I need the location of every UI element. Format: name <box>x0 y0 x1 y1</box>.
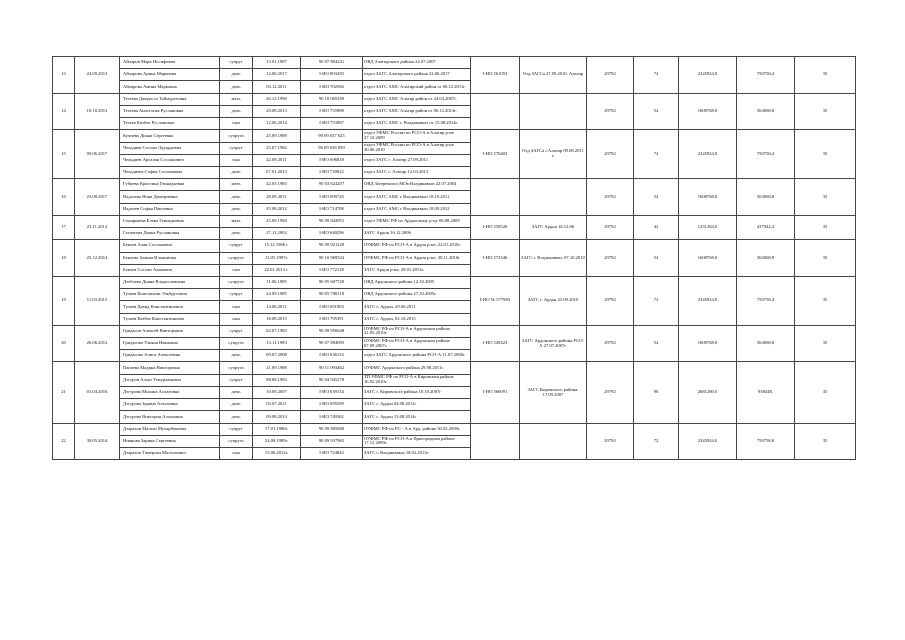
percent-cell: 35 <box>795 215 856 239</box>
percent-cell: 35 <box>795 276 856 325</box>
member-issuer-cell: ОВД Затеречного МОв Владикавказ 22.07.2004 <box>363 179 471 191</box>
total-sum-cell: 2345924,0 <box>679 423 737 460</box>
member-role-cell: мать <box>220 179 253 191</box>
member-issuer-cell: ТП УФМС РФ по РСО-А в Кировском районе 16.02.2010г. <box>363 374 471 386</box>
area-cell: 72 <box>634 276 679 325</box>
member-role-cell: мать <box>220 93 253 105</box>
marriage-certificate-cell: I-ИО 561053 <box>471 57 520 94</box>
marriage-registry-cell: ЗАГС г. Ардон 23.09.2010 <box>520 276 587 325</box>
table-row <box>53 130 856 142</box>
registration-date-cell: 10.10.2013 <box>75 93 120 130</box>
member-issuer-cell: ЗАГС г. Ардон, 02.10.2015 <box>363 313 471 325</box>
member-role-cell: супруг <box>220 325 253 337</box>
percent-cell: 35 <box>795 130 856 179</box>
percent-cell: 35 <box>795 423 856 460</box>
total-sum-cell: 1608768,0 <box>679 93 737 130</box>
member-name-cell: Тулаев Казбек Константинович <box>120 313 220 325</box>
subsidy-cell: 563068,8 <box>737 93 795 130</box>
member-name-cell: Дзгурова Зарина Алхазовна <box>120 399 220 411</box>
member-role-cell: супруг <box>220 289 253 301</box>
member-birthdate-cell: 12.06.2017 <box>253 69 301 81</box>
table-row <box>53 179 856 191</box>
member-birthdate-cell: 25.08.2012 <box>253 203 301 215</box>
member-name-cell: Айларова Амина Марковна <box>120 81 220 93</box>
member-document-cell: 90 09 037 625 <box>301 130 363 142</box>
member-name-cell: Гридасова Ульяна Ивановна <box>120 338 220 350</box>
member-birthdate-cell: 27.11.2002 <box>253 228 301 240</box>
total-sum-cell: 2681280,0 <box>679 362 737 423</box>
member-issuer-cell: отдел УФМС РФ по Ардонскому р-ну 06.08.2009 <box>363 215 471 227</box>
table-row <box>53 93 856 105</box>
member-birthdate-cell: 22.01.2013 г. <box>253 264 301 276</box>
member-issuer-cell: отдел ЗАГС АМС г Владикавказ 18.09.2012 <box>363 203 471 215</box>
marriage-certificate-cell <box>471 423 520 460</box>
member-document-cell: I-ИО 639134 <box>301 386 363 398</box>
member-document-cell: I-ИО 720822 <box>301 166 363 178</box>
member-role-cell: сын <box>220 448 253 460</box>
marriage-registry-cell: Отд.ЗАГСа г.Алагир 09.08.2011 г. <box>520 130 587 179</box>
member-role-cell: супруга <box>220 362 253 374</box>
member-role-cell: сын <box>220 313 253 325</box>
member-name-cell: Ниянова Зарина Сергеевна <box>120 435 220 447</box>
registration-date-cell: 23.11.2012 <box>75 215 120 239</box>
record-number-cell: 13 <box>53 57 75 94</box>
member-name-cell: Губиева Кристина Геннадьевна <box>120 179 220 191</box>
member-name-cell: Тегаева Анастасия Руслановна <box>120 105 220 117</box>
member-issuer-cell: ОУФМС Ардонского района 29.08.2011г. <box>363 362 471 374</box>
member-role-cell: супруг <box>220 142 253 154</box>
table-row <box>53 215 856 227</box>
member-role-cell: мать <box>220 215 253 227</box>
member-birthdate-cell: 20.08.2013 <box>253 105 301 117</box>
table-row <box>53 240 856 252</box>
member-document-cell: I-ИО 749362 <box>301 411 363 423</box>
member-name-cell: Тулаев Константин Эльбрусович <box>120 289 220 301</box>
subsidy-cell: 437942,4 <box>737 215 795 239</box>
total-sum-cell: 1608768,0 <box>679 240 737 277</box>
marriage-registry-cell: ЗАГС Кировского района, 17.09.2007 <box>520 362 587 423</box>
member-document-cell: 90 09 885680 <box>301 423 363 435</box>
member-role-cell: дочь <box>220 81 253 93</box>
marriage-certificate-cell: I-ИО 549423 <box>471 325 520 362</box>
norm-cost-cell: 29792 <box>587 57 634 94</box>
member-birthdate-cell: 15.06.2012г. <box>253 448 301 460</box>
subsidy-cell: 938448, <box>737 362 795 423</box>
member-document-cell: 90 05 607720 <box>301 276 363 288</box>
member-document-cell: I-ИО 640296 <box>301 228 363 240</box>
registration-date-cell: 11.03.2015 <box>75 276 120 325</box>
member-issuer-cell: отдел ЗАГС Ардонского района РСО-А 11.07.2008г. <box>363 350 471 362</box>
member-document-cell: I-ИО 702566 <box>301 81 363 93</box>
norm-cost-cell: 29792 <box>587 423 634 460</box>
table-row <box>53 362 856 374</box>
member-document-cell: 90 07 804241 <box>301 57 363 69</box>
marriage-certificate-cell: I-ИО № 577983 <box>471 276 520 325</box>
member-issuer-cell: ЗАГС Ардон 16.12.2006 <box>363 228 471 240</box>
member-role-cell: супруга <box>220 130 253 142</box>
member-birthdate-cell: 21.09.1988 <box>253 362 301 374</box>
member-issuer-cell: отдел ЗАГС АМС Алагир район от 06.12.2013г. <box>363 105 471 117</box>
percent-cell: 35 <box>795 179 856 216</box>
member-birthdate-cell: 11.06.1985 <box>253 276 301 288</box>
norm-cost-cell: 29792 <box>587 130 634 179</box>
record-number-cell: 19 <box>53 276 75 325</box>
record-number-cell: 14 <box>53 93 75 130</box>
member-issuer-cell: ОУФМС РФ по РСО-А в Ардонском районе 07.09.2007г. <box>363 338 471 350</box>
area-cell: 54 <box>634 179 679 216</box>
subsidy-cell: 563068,8 <box>737 179 795 216</box>
norm-cost-cell: 29792 <box>587 362 634 423</box>
member-name-cell: Кучиева Диана Сергеевна <box>120 130 220 142</box>
member-role-cell: супруга <box>220 276 253 288</box>
member-document-cell: 90 09 842851 <box>301 215 363 227</box>
member-role-cell: сын <box>220 264 253 276</box>
member-birthdate-cell: 13.11.1983 <box>253 338 301 350</box>
record-number-cell: 21 <box>53 362 75 423</box>
member-role-cell: дочь <box>220 386 253 398</box>
member-name-cell: Сихаркаева Елена Геннадьевна <box>120 215 220 227</box>
member-document-cell: I-ИО 691903 <box>301 301 363 313</box>
member-birthdate-cell: 08.08.1983 <box>253 374 301 386</box>
member-role-cell: сын <box>220 118 253 130</box>
member-role-cell: супруг <box>220 240 253 252</box>
percent-cell: 35 <box>795 240 856 277</box>
member-document-cell: 90 09 937965 <box>301 435 363 447</box>
member-birthdate-cell: 10.09.2007 <box>253 386 301 398</box>
member-document-cell: I-ИО 772128 <box>301 264 363 276</box>
member-document-cell: I-ИО 753967 <box>301 118 363 130</box>
percent-cell: 35 <box>795 362 856 423</box>
member-name-cell: Чельдиева София Сослановна <box>120 166 220 178</box>
marriage-certificate-cell <box>471 93 520 130</box>
member-issuer-cell: отдел ЗАГС г. Алагир 12.03.2013 <box>363 166 471 178</box>
marriage-registry-cell <box>520 179 587 216</box>
member-document-cell: 90 09 921220 <box>301 240 363 252</box>
member-role-cell: дочь <box>220 105 253 117</box>
member-document-cell: I-ИО 755988 <box>301 105 363 117</box>
member-birthdate-cell: 28.09.2011 <box>253 191 301 203</box>
table-row <box>53 325 856 337</box>
table-row <box>53 423 856 435</box>
marriage-certificate-cell: I-ИО 572346 <box>471 240 520 277</box>
member-document-cell: I-ИО 695599 <box>301 399 363 411</box>
norm-cost-cell: 29792 <box>587 240 634 277</box>
member-document-cell: I-ИО 699720 <box>301 191 363 203</box>
area-cell: 72 <box>634 130 679 179</box>
member-issuer-cell: отдел ЗАГС Алагирского района 22.06.2017 <box>363 69 471 81</box>
beneficiary-table <box>52 56 856 460</box>
record-number-cell: 20 <box>53 325 75 362</box>
registration-date-cell: 26.06.2012 <box>75 325 120 362</box>
total-sum-cell: 2345924,0 <box>679 130 737 179</box>
record-number-cell: 22 <box>53 423 75 460</box>
member-role-cell: дочь <box>220 411 253 423</box>
member-issuer-cell: ЗАГС г. Владикавказ 18.02.2013г. <box>363 448 471 460</box>
member-name-cell: Дзебоева Диана Владиславовна <box>120 276 220 288</box>
member-document-cell: I-ИО 795391 <box>301 313 363 325</box>
member-document-cell: I-ИО 724843 <box>301 448 363 460</box>
member-issuer-cell: ЗАГС г. Ардон 04.08.2011г <box>363 399 471 411</box>
marriage-certificate-cell: I-ИО 576402 <box>471 130 520 179</box>
member-document-cell: 90 05 708118 <box>301 289 363 301</box>
member-role-cell: дочь <box>220 69 253 81</box>
member-issuer-cell: ЗАГС г. Ардон, 29.06.2011 <box>363 301 471 313</box>
member-birthdate-cell: 22.09.2011 <box>253 154 301 166</box>
member-birthdate-cell: 14.06.2011 <box>253 301 301 313</box>
member-issuer-cell: отдел ЗАГС АМС г Владикавказ 18.10.2011 <box>363 191 471 203</box>
member-document-cell: I-ИО 636133 <box>301 350 363 362</box>
member-birthdate-cell: 03.12.2011 <box>253 81 301 93</box>
member-name-cell: Айларова Арина Марковна <box>120 69 220 81</box>
member-birthdate-cell: 07.01.2013 <box>253 166 301 178</box>
subsidy-cell: 750758,4 <box>737 57 795 94</box>
member-name-cell: Дзарахов Малхаз Мухарбекович <box>120 423 220 435</box>
subsidy-cell: 750758,4 <box>737 276 795 325</box>
table-row <box>53 276 856 288</box>
member-issuer-cell: ЗАГС Ардон р-на, 29.01.2013г. <box>363 264 471 276</box>
member-issuer-cell: ОВД Ардонского района 27.10.2005г. <box>363 289 471 301</box>
member-name-cell: Дзарахов Тамерлан Малхазович <box>120 448 220 460</box>
member-role-cell: дочь <box>220 203 253 215</box>
member-birthdate-cell: 24.08.1989г. <box>253 435 301 447</box>
member-birthdate-cell: 25.09.1984 <box>253 215 301 227</box>
member-document-cell: 90 11 093462 <box>301 362 363 374</box>
member-birthdate-cell: 22.05.1983 <box>253 179 301 191</box>
member-issuer-cell: ОВД Алагирского района 24.07.2007 <box>363 57 471 69</box>
member-issuer-cell: ОУФМС РФ по РСО-А в Ардонском районе 21.05.2010г. <box>363 325 471 337</box>
member-role-cell: супруг <box>220 423 253 435</box>
member-document-cell: I-ИО 714708 <box>301 203 363 215</box>
registration-date-cell: 23.08.2017 <box>75 179 120 216</box>
subsidy-cell: 750758,4 <box>737 130 795 179</box>
total-sum-cell: 1608768,0 <box>679 325 737 362</box>
norm-cost-cell: 29792 <box>587 93 634 130</box>
percent-cell: 35 <box>795 93 856 130</box>
member-role-cell: супруг <box>220 57 253 69</box>
member-role-cell: супруг <box>220 374 253 386</box>
member-name-cell: Гагиатова Диана Руслановна <box>120 228 220 240</box>
member-name-cell: Бекоева Залина Ильинична <box>120 252 220 264</box>
total-sum-cell: 1608768,0 <box>679 179 737 216</box>
member-name-cell: Дзгуров Алхаз Темурланович <box>120 374 220 386</box>
member-birthdate-cell: 24.09.1985 <box>253 289 301 301</box>
marriage-registry-cell <box>520 423 587 460</box>
member-document-cell: 90 04 945278 <box>301 374 363 386</box>
total-sum-cell: 2345924,0 <box>679 276 737 325</box>
registration-date-cell: 09.06.2017 <box>75 130 120 179</box>
member-role-cell: дочь <box>220 228 253 240</box>
member-birthdate-cell: 03.07.2011 <box>253 399 301 411</box>
member-name-cell: Тулаев Давид Константинович <box>120 301 220 313</box>
member-name-cell: Тегаева Джерасса Таймуразовна <box>120 93 220 105</box>
member-name-cell: Дзгурова Виктория Алхазовна <box>120 411 220 423</box>
marriage-registry-cell: ЗАГС Ардонского района РСО-А 27.07.2007г. <box>520 325 587 362</box>
registration-date-cell: 25.12.2014 <box>75 240 120 277</box>
member-role-cell: супруга <box>220 338 253 350</box>
table-row <box>53 57 856 69</box>
registration-date-cell: 24.09.2013 <box>75 57 120 94</box>
member-role-cell: дочь <box>220 399 253 411</box>
member-birthdate-cell: 02.07.1983 <box>253 325 301 337</box>
member-document-cell: 90 07 884095 <box>301 338 363 350</box>
member-role-cell: супруга <box>220 435 253 447</box>
total-sum-cell: 2345924,0 <box>679 57 737 94</box>
marriage-certificate-cell: I-ИО 558526 <box>471 215 520 239</box>
member-issuer-cell: ОУФМС РФ по РСО-А в Ардон р-не, 22.01.2010г <box>363 240 471 252</box>
member-birthdate-cell: 12.06.2014 <box>253 118 301 130</box>
member-issuer-cell: ОУФМС РФ по РСО-А в Пригородном районе 17.12.2009г. <box>363 435 471 447</box>
member-role-cell: сын <box>220 301 253 313</box>
marriage-certificate-cell <box>471 179 520 216</box>
member-name-cell: Чельдиев Арсалан Сосланович <box>120 154 220 166</box>
member-issuer-cell: отдел УФМС России по РСО-А в Алагир р-не 27.10.2009 <box>363 130 471 142</box>
norm-cost-cell: 29792 <box>587 276 634 325</box>
member-name-cell: Гридасова Алиса Алексеевна <box>120 350 220 362</box>
member-issuer-cell: отдел ЗАГС г. Алагир 27.09.2011 <box>363 154 471 166</box>
norm-cost-cell: 29792 <box>587 325 634 362</box>
member-document-cell: 90 09 038 859 <box>301 142 363 154</box>
member-birthdate-cell: 25.09.1989 <box>253 130 301 142</box>
area-cell: 54 <box>634 93 679 130</box>
marriage-registry-cell: ЗАГС г. Владикавказ, 07.10.2010 <box>520 240 587 277</box>
area-cell: 72 <box>634 423 679 460</box>
member-issuer-cell: ЗАГС г. Ардон 13.08.2014г <box>363 411 471 423</box>
member-birthdate-cell: 15.12.1986 г. <box>253 240 301 252</box>
member-document-cell: 90 10 069169 <box>301 93 363 105</box>
record-number-cell: 15 <box>53 130 75 179</box>
member-role-cell: дочь <box>220 191 253 203</box>
member-name-cell: Гридасов Алексей Викторович <box>120 325 220 337</box>
member-name-cell: Дзгурова Милана Алхазовна <box>120 386 220 398</box>
member-birthdate-cell: 09.08.2014 <box>253 411 301 423</box>
marriage-certificate-cell: I-ИО 566091 <box>471 362 520 423</box>
member-issuer-cell: ОУФМС РФ по РС - А в Ард. районе 30.02.2009г. <box>363 423 471 435</box>
member-issuer-cell: ОВД Ардонского района 12.10.2005 <box>363 276 471 288</box>
member-name-cell: Бекоев Алан Сосланович <box>120 240 220 252</box>
total-sum-cell: 1251264,0 <box>679 215 737 239</box>
area-cell: 54 <box>634 325 679 362</box>
member-name-cell: Айларов Марк Иосифович <box>120 57 220 69</box>
member-role-cell: дочь <box>220 350 253 362</box>
member-name-cell: Бекоев Сослан Аланович <box>120 264 220 276</box>
member-birthdate-cell: 13.01.1987 <box>253 57 301 69</box>
member-document-cell: I-ИО 696818 <box>301 154 363 166</box>
member-issuer-cell: отдел УФМС России по РСО-А в Алагир р-не 30.06.2010 <box>363 142 471 154</box>
member-issuer-cell: отдел ЗАГС АМС г. Владикавказ от 15.08.2014г. <box>363 118 471 130</box>
member-issuer-cell: отдел ЗАГС АМС Алагир район от 24.04.2007г. <box>363 93 471 105</box>
member-name-cell: Чельдиев Сослан Эдуардович <box>120 142 220 154</box>
marriage-registry-cell <box>520 93 587 130</box>
member-birthdate-cell: 11.05.1987г. <box>253 252 301 264</box>
member-name-cell: Тегаев Казбек Русланович <box>120 118 220 130</box>
registration-date-cell: 01.04.2016 <box>75 362 120 423</box>
member-birthdate-cell: 09.07.2008 <box>253 350 301 362</box>
marriage-registry-cell: ЗАГС Ардон 16.12.06 <box>520 215 587 239</box>
area-cell: 54 <box>634 240 679 277</box>
subsidy-cell: 563068,8 <box>737 325 795 362</box>
member-birthdate-cell: 26.12.1990 <box>253 93 301 105</box>
record-number-cell: 18 <box>53 240 75 277</box>
record-number-cell: 16 <box>53 179 75 216</box>
member-name-cell: Папаева Мадина Викторовна <box>120 362 220 374</box>
norm-cost-cell: 29792 <box>587 215 634 239</box>
member-issuer-cell: ОУФМС РФ по РСО-А в Ардон р-не, 30.11.2010г <box>363 252 471 264</box>
member-issuer-cell: отдел ЗАГС АМС Алагирский район от 06.12.2011г. <box>363 81 471 93</box>
member-document-cell: 90 10 969524 <box>301 252 363 264</box>
record-number-cell: 17 <box>53 215 75 239</box>
area-cell: 90 <box>634 362 679 423</box>
member-role-cell: супруга <box>220 252 253 264</box>
percent-cell: 35 <box>795 57 856 94</box>
area-cell: 42 <box>634 215 679 239</box>
registration-date-cell: 30.05.2014 <box>75 423 120 460</box>
subsidy-cell: 750758,8 <box>737 423 795 460</box>
member-birthdate-cell: 18.08.2015 <box>253 313 301 325</box>
subsidy-cell: 563068,8 <box>737 240 795 277</box>
member-name-cell: Иадзоев Софья Павловна <box>120 203 220 215</box>
member-document-cell: I-ИО 803450 <box>301 69 363 81</box>
member-birthdate-cell: 17.01.1980г. <box>253 423 301 435</box>
member-issuer-cell: ЗАГС г. Кировского района 10.10.2007г <box>363 386 471 398</box>
member-role-cell: сын <box>220 154 253 166</box>
member-document-cell: 90 09 956648 <box>301 325 363 337</box>
member-document-cell: 90 03 624207 <box>301 179 363 191</box>
marriage-registry-cell: Отд.ЗАГСа 27.09.2010. Алагир <box>520 57 587 94</box>
norm-cost-cell: 29792 <box>587 179 634 216</box>
member-role-cell: дочь <box>220 166 253 178</box>
member-birthdate-cell: 25.07.1982 <box>253 142 301 154</box>
percent-cell: 35 <box>795 325 856 362</box>
member-name-cell: Иадзоева Нона Дмитриевна <box>120 191 220 203</box>
area-cell: 72 <box>634 57 679 94</box>
